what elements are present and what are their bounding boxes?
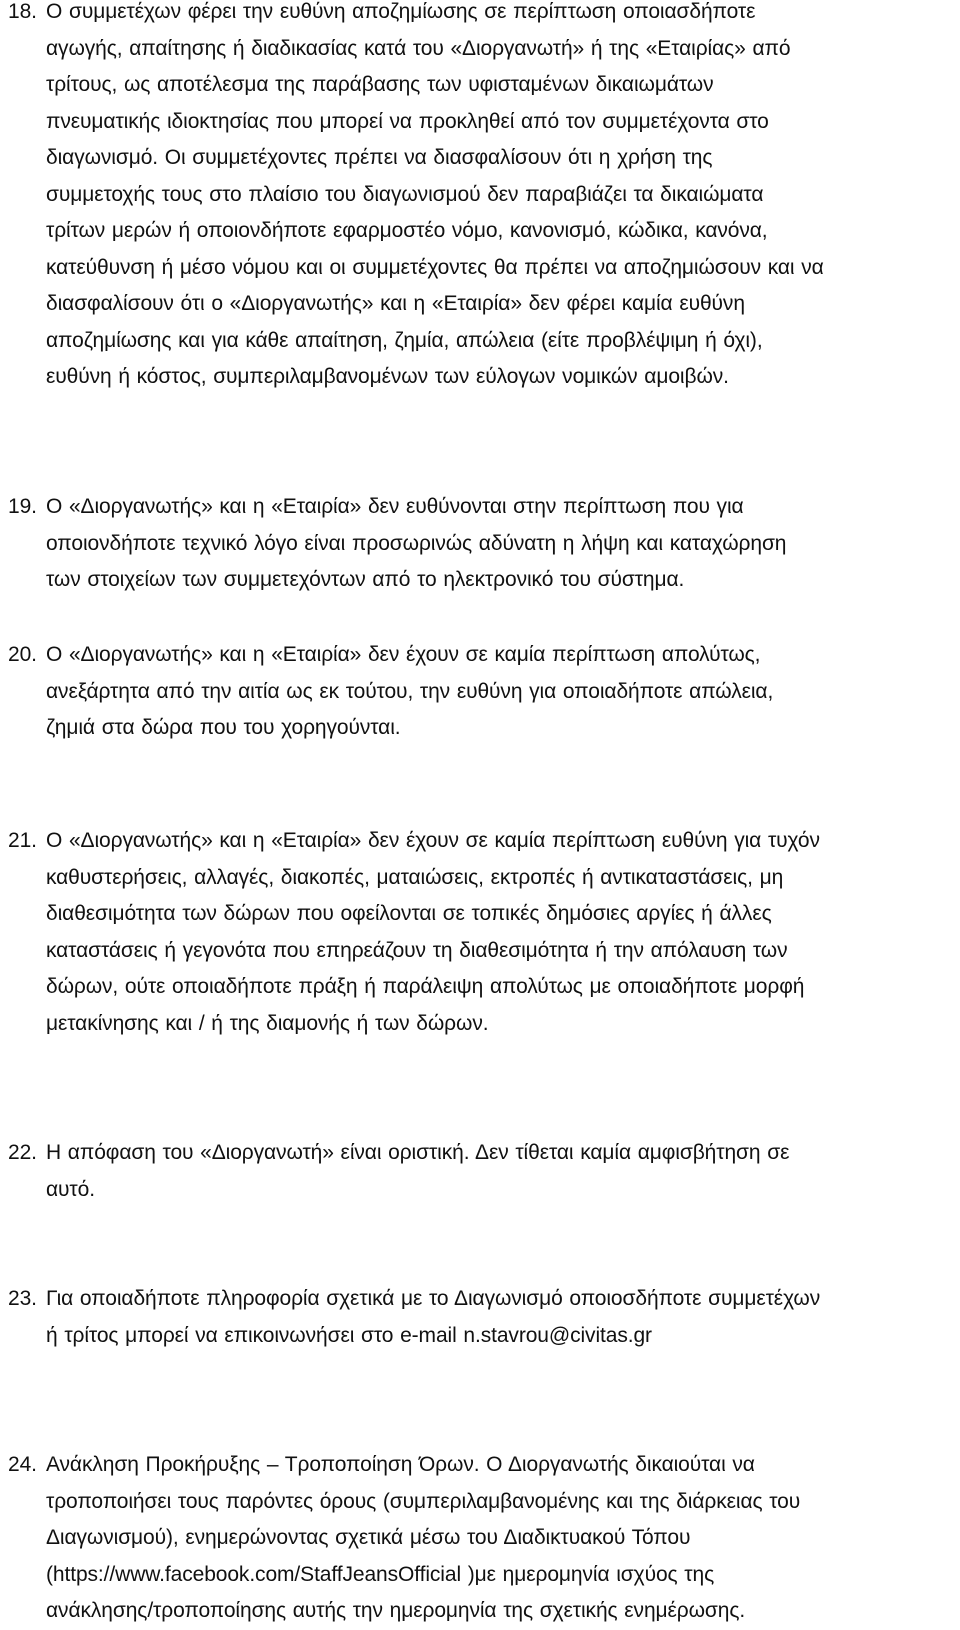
term-item-20: [8, 637, 956, 747]
term-item-23: [8, 1281, 956, 1354]
term-line: 18. Ο συμμετέχων φέρει την ευθύνη αποζημίωσης σε περίπτωση οποιασδήποτε: [8, 0, 956, 31]
term-line: δώρων, ούτε οποιαδήποτε πράξη ή παράλειψη απολύτως με οποιαδήποτε μορφή: [46, 975, 805, 998]
term-line: 24. Ανάκληση Προκήρυξης – Τροποποίηση Όρων. Ο Διοργανωτής δικαιούται να: [8, 1447, 956, 1484]
term-number: 21.: [8, 829, 37, 852]
term-line: 19. Ο «Διοργανωτής» και η «Εταιρία» δεν ευθύνονται στην περίπτωση που για: [8, 489, 956, 526]
term-line: ευθύνη ή κόστος, συμπεριλαμβανομένων των εύλογων νομικών αμοιβών.: [46, 365, 729, 388]
term-line: διαθεσιμότητα των δώρων που οφείλονται σε τοπικές δημόσιες αργίες ή άλλες: [46, 902, 772, 925]
term-line: 20. Ο «Διοργανωτής» και η «Εταιρία» δεν έχουν σε καμία περίπτωση απολύτως,: [8, 637, 956, 674]
term-line: ζημιά στα δώρα που του χορηγούνται.: [46, 716, 401, 739]
term-line: αυτό.: [46, 1177, 95, 1201]
term-item-22: [8, 1135, 956, 1208]
term-line: οποιονδήποτε τεχνικό λόγο είναι προσωρινώς αδύνατη η λήψη και καταχώρηση: [46, 531, 787, 555]
term-line: Διαγωνισμού), ενημερώνοντας σχετικά μέσω του Διαδικτυακού Τόπου: [46, 1526, 691, 1549]
term-line: τρίτων μερών ή οποιονδήποτε εφαρμοστέο νόμο, κανονισμό, κώδικα, κανόνα,: [46, 219, 768, 242]
term-line: κατεύθυνση ή μέσο νόμου και οι συμμετέχοντες θα πρέπει να αποζημιώσουν και να: [46, 255, 824, 279]
term-number: 22.: [8, 1141, 37, 1164]
term-line: ή τρίτος μπορεί να επικοινωνήσει στο e-mail n.stavrou@civitas.gr: [46, 1323, 652, 1347]
term-line: καθυστερήσεις, αλλαγές, διακοπές, ματαιώσεις, εκτροπές ή αντικαταστάσεις, μη: [46, 865, 784, 889]
term-line: 23. Για οποιαδήποτε πληροφορία σχετικά με το Διαγωνισμό οποιοσδήποτε συμμετέχων: [8, 1281, 956, 1318]
term-line: 21. Ο «Διοργανωτής» και η «Εταιρία» δεν έχουν σε καμία περίπτωση ευθύνη για τυχόν: [8, 823, 956, 860]
term-line: διασφαλίσουν ότι ο «Διοργανωτής» και η «Εταιρία» δεν φέρει καμία ευθύνη: [46, 292, 745, 315]
term-number: 20.: [8, 643, 37, 666]
term-number: 23.: [8, 1287, 37, 1310]
term-line: αγωγής, απαίτησης ή διαδικασίας κατά του «Διοργανωτή» ή της «Εταιρίας» από: [46, 36, 791, 60]
term-line: καταστάσεις ή γεγονότα που επηρεάζουν τη διαθεσιμότητα ή την απόλαυση των: [46, 938, 788, 962]
term-number: 18.: [8, 0, 37, 23]
term-line: συμμετοχής τους στο πλαίσιο του διαγωνισμού δεν παραβιάζει τα δικαιώματα: [46, 182, 764, 206]
term-line: των στοιχείων των συμμετεχόντων από το ηλεκτρονικό του σύστημα.: [46, 568, 685, 591]
term-line: διαγωνισμό. Οι συμμετέχοντες πρέπει να διασφαλίσουν ότι η χρήση της: [46, 146, 713, 169]
term-number: 19.: [8, 495, 37, 518]
term-line: πνευματικής ιδιοκτησίας που μπορεί να προκληθεί από τον συμμετέχοντα στο: [46, 109, 769, 133]
term-line: τροποποιήσει τους παρόντες όρους (συμπεριλαμβανομένης και της διάρκειας του: [46, 1489, 801, 1513]
term-item-18: [8, 0, 956, 396]
term-number: 24.: [8, 1453, 37, 1476]
term-item-24: [8, 1447, 956, 1630]
term-line: τρίτους, ως αποτέλεσμα της παράβασης των υφισταμένων δικαιωμάτων: [46, 73, 714, 96]
term-item-21: [8, 823, 956, 1042]
term-line: 22. Η απόφαση του «Διοργανωτή» είναι οριστική. Δεν τίθεται καμία αμφισβήτηση σε: [8, 1135, 956, 1172]
term-line: ανάκλησης/τροποποίησης αυτής την ημερομηνία της σχετικής ενημέρωσης.: [46, 1599, 746, 1622]
term-line: (https://www.facebook.com/StaffJeansOfficial )με ημερομηνία ισχύος της: [46, 1562, 715, 1586]
term-line: αποζημίωσης και για κάθε απαίτηση, ζημία, απώλεια (είτε προβλέψιμη ή όχι),: [46, 328, 763, 352]
term-item-19: [8, 489, 956, 599]
term-line: ανεξάρτητα από την αιτία ως εκ τούτου, την ευθύνη για οποιαδήποτε απώλεια,: [46, 679, 774, 703]
term-line: μετακίνησης και / ή της διαμονής ή των δώρων.: [46, 1011, 489, 1035]
